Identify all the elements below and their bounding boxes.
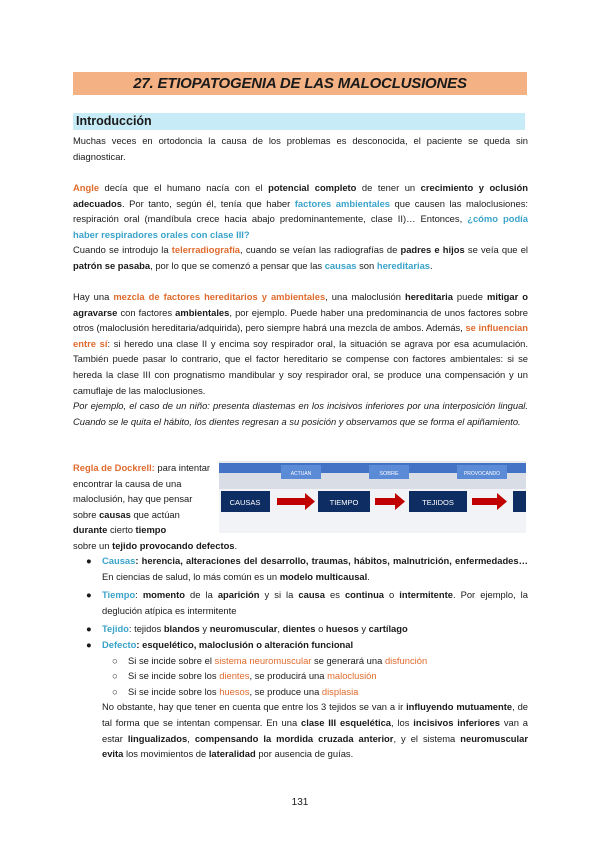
angle-paragraph: Angle decía que el humano nacía con el potencial completo de tener un crecimiento y oclusión adecuados. Por tanto, según él, tenía que haber factores ambientales que causen las maloclusiones: respiración oral (mandíbula crece hacia abajo predominantemente, clase II)… Entonces, ¿cómo podía haber respiradores orales con clase III? (73, 182, 528, 240)
chapter-title-bar (73, 72, 527, 95)
section-heading-bar (73, 113, 525, 130)
tag-actuan: ACTUAN (290, 471, 312, 477)
sub-bullet-neuromuscular: ○ Si se incide sobre el sistema neuromuscular se generará una disfunción (112, 654, 428, 666)
example-paragraph: Por ejemplo, el caso de un niño: presenta diastemas en los incisivos inferiores por una interposición lingual. Cuando se le quita el hábito, los dientes regresan a su posición y observamos que se forma el apiñamiento. (73, 400, 528, 427)
bullet-defecto: ● Defecto: esquelético, maloclusión o alteración funcional (86, 638, 354, 650)
tag-sobre: SOBRE (379, 471, 399, 477)
box-label-tiempo: TIEMPO (329, 498, 359, 507)
tag-provocando: PROVOCANDO (463, 471, 501, 477)
dockrell-paragraph-top: Regla de Dockrell: para intentar encontrar la causa de una maloclusión, hay que pensar sobre causas que actúan durante cierto tiempo (73, 462, 211, 536)
section-heading: Introducción (76, 114, 152, 128)
bullet-tiempo: ● Tiempo: momento de la aparición y si la causa es continua o intermitente. Por ejemplo, la deglución atípica es intermitente (86, 589, 528, 616)
box-label-tejidos: TEJIDOS (422, 498, 454, 507)
chapter-title: 27. ETIOPATOGENIA DE LAS MALOCLUSIONES (133, 75, 467, 92)
sub-bullet-huesos: ○ Si se incide sobre los huesos, se produce una displasia (112, 685, 359, 697)
dockrell-diagram (219, 461, 526, 533)
page-number: 131 (291, 797, 309, 808)
bullet-causas: ● Causas: herencia, alteraciones del desarrollo, traumas, hábitos, malnutrición, enfermedades… En ciencias de salud, lo más común es un modelo multicausal. (86, 555, 528, 582)
box-resultados (513, 491, 526, 512)
bullet-tejido: ● Tejido: tejidos blandos y neuromuscular, dientes o huesos y cartílago (86, 623, 408, 635)
bullet-list (86, 553, 528, 762)
closing-paragraph: No obstante, hay que tener en cuenta que entre los 3 tejidos se van a ir influyendo mutuamente, de tal forma que se intentan compensar. En una clase III esquelética, los incisivos inferiores van a estar lingualizados, compensando la mordida cruzada anterior, y el sistema neuromuscular evita los movimientos de lateralidad por ausencia de guías. (102, 701, 529, 760)
sub-bullet-dientes: ○ Si se incide sobre los dientes, se producirá una maloclusión (112, 670, 377, 682)
intro-paragraph: Muchas veces en ortodoncia la causa de los problemas es desconocida, el paciente se queda sin diagnosticar. (73, 135, 528, 162)
mezcla-paragraph: Hay una mezcla de factores hereditarios y ambientales, una maloclusión hereditaria puede mitigar o agravarse con factores ambientales, por ejemplo. Puede haber una predominancia de unos factores sobre otros (maloclusión hereditaria/adquirida), pero siempre habrá una mezcla de ambos. Además, se influencian entre sí: si heredo una clase II y encima soy respirador oral, la situación se agrava por esa acumulación. También puede pasar lo contrario, que el factor hereditario se compense con factores ambientales: si se hereda la clase III con prognatismo mandibular y soy respirador oral, se produce una compensación y un camuflaje de las maloclusiones. (73, 291, 529, 396)
telerradiografia-paragraph: Cuando se introdujo la telerradiografía, cuando se veían las radiografías de padres e hijos se veía que el patrón se pasaba, por lo que se comenzó a pensar que las causas son hereditarias. (73, 244, 529, 271)
dockrell-paragraph-end: sobre un tejido provocando defectos. (73, 540, 238, 551)
box-label-causas: CAUSAS (229, 498, 261, 507)
